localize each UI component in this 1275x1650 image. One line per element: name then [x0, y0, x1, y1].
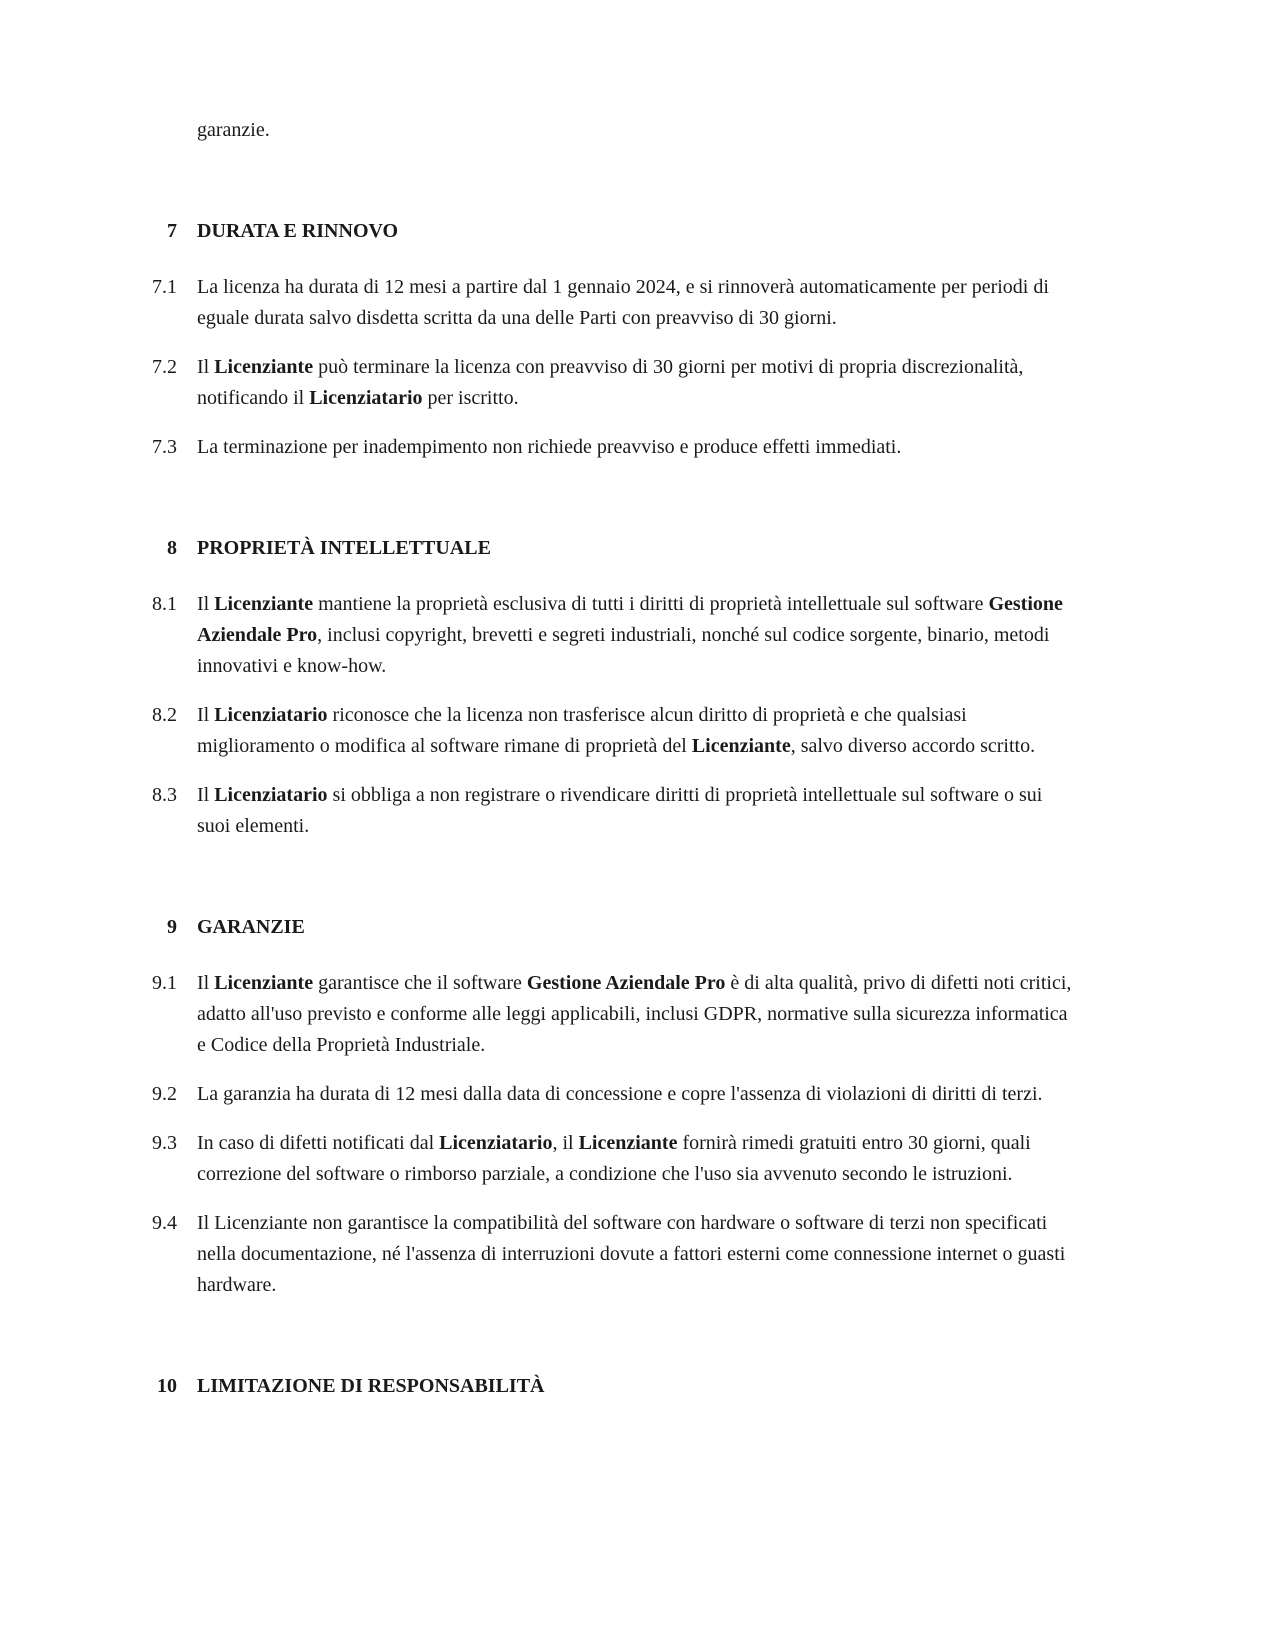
clause-9-3 [118, 1128, 1080, 1190]
clause-7-3-text: La terminazione per inadempimento non richiede preavviso e produce effetti immediati. [197, 436, 902, 458]
clause-9-3-number: 9.3 [152, 1132, 177, 1154]
clause-9-3-text: In caso di difetti notificati dal Licenziatario, il Licenziante fornirà rimedi gratuiti entro 30 giorni, quali correzione del software o rimborso parziale, a condizione che l'uso sia avvenuto secondo le istruzioni. [197, 1132, 1031, 1185]
section-9-number: 9 [167, 916, 177, 938]
clause-8-3 [118, 780, 1080, 842]
section-7-number: 7 [167, 220, 177, 242]
section-10-heading [118, 1371, 1080, 1402]
section-10-title: LIMITAZIONE DI RESPONSABILITÀ [197, 1375, 545, 1397]
clause-9-1-number: 9.1 [152, 972, 177, 994]
section-8-title: PROPRIETÀ INTELLETTUALE [197, 537, 491, 559]
section-8-number: 8 [167, 537, 177, 559]
section-9-title: GARANZIE [197, 916, 305, 938]
clause-8-2-number: 8.2 [152, 704, 177, 726]
clause-7-1-number: 7.1 [152, 276, 177, 298]
section-9-heading [118, 912, 1080, 943]
clause-7-3 [118, 432, 1080, 463]
section-8-heading [118, 533, 1080, 564]
clause-9-4-number: 9.4 [152, 1212, 177, 1234]
clause-8-3-text: Il Licenziatario si obbliga a non registrare o rivendicare diritti di proprietà intellettuale sul software o sui suoi elementi. [197, 784, 1043, 837]
section-7-title: DURATA E RINNOVO [197, 220, 399, 242]
clause-9-1 [118, 968, 1080, 1061]
clause-9-1-text: Il Licenziante garantisce che il software Gestione Aziendale Pro è di alta qualità, privo di difetti noti critici, adatto all'uso previsto e conforme alle leggi applicabili, inclusi GDPR, normative sulla sicurezza informatica e Codice della Proprietà Industriale. [197, 972, 1072, 1056]
clause-8-2 [118, 700, 1080, 762]
clause-9-2-text: La garanzia ha durata di 12 mesi dalla data di concessione e copre l'assenza di violazioni di diritti di terzi. [197, 1083, 1043, 1105]
continuation-paragraph [118, 115, 1080, 146]
section-10-number: 10 [157, 1375, 177, 1397]
continuation-text: garanzie. [197, 119, 270, 141]
clause-8-3-number: 8.3 [152, 784, 177, 806]
clause-7-2-number: 7.2 [152, 356, 177, 378]
clause-8-2-text: Il Licenziatario riconosce che la licenza non trasferisce alcun diritto di proprietà e che qualsiasi miglioramento o modifica al software rimane di proprietà del Licenziante, salvo diverso accordo scritto. [197, 704, 1036, 757]
clause-9-2-number: 9.2 [152, 1083, 177, 1105]
section-7-heading [118, 216, 1080, 247]
clause-8-1-text: Il Licenziante mantiene la proprietà esclusiva di tutti i diritti di proprietà intellettuale sul software Gestione Aziendale Pro, inclusi copyright, brevetti e segreti industriali, nonché sul codice sorgente, binario, metodi innovativi e know-how. [197, 593, 1063, 677]
clause-9-4-text: Il Licenziante non garantisce la compatibilità del software con hardware o software di terzi non specificati nella documentazione, né l'assenza di interruzioni dovute a fattori esterni come connessione internet o guasti hardware. [197, 1212, 1066, 1296]
clause-number-empty [118, 115, 177, 146]
clause-7-3-number: 7.3 [152, 436, 177, 458]
clause-9-4 [118, 1208, 1080, 1301]
clause-8-1 [118, 589, 1080, 682]
clause-7-2-text: Il Licenziante può terminare la licenza con preavviso di 30 giorni per motivi di propria discrezionalità, notificando il Licenziatario per iscritto. [197, 356, 1024, 409]
clause-7-1-text: La licenza ha durata di 12 mesi a partire dal 1 gennaio 2024, e si rinnoverà automaticamente per periodi di eguale durata salvo disdetta scritta da una delle Parti con preavviso di 30 giorni. [197, 276, 1049, 329]
clause-7-1 [118, 272, 1080, 334]
clause-9-2 [118, 1079, 1080, 1110]
clause-8-1-number: 8.1 [152, 593, 177, 615]
clause-7-2 [118, 352, 1080, 414]
